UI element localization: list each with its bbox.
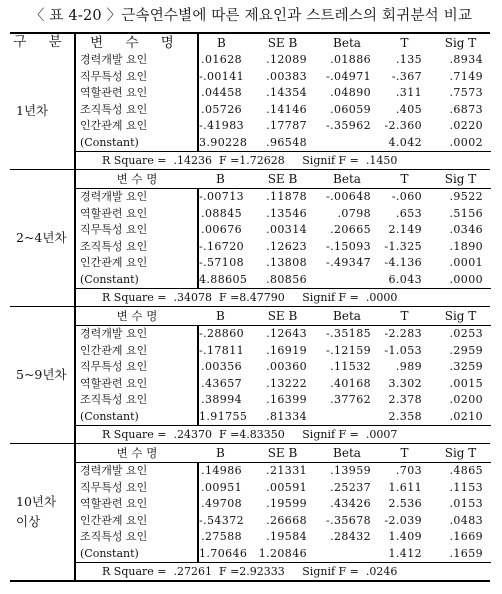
t-cell: .989: [395, 360, 422, 373]
b-cell: .38994: [201, 393, 242, 406]
se-cell: .12089: [266, 53, 307, 66]
variable-cell: (Constant): [76, 135, 198, 152]
b-cell: -.28860: [199, 327, 245, 340]
table-row: [76, 206, 491, 223]
variable-cell: 경력개발 요인: [76, 189, 198, 206]
sig-t-column-header: Sig T: [444, 36, 477, 50]
model-summary-row: [76, 152, 491, 170]
group-block: [10, 307, 490, 444]
beta-cell: .04890: [330, 86, 371, 99]
t-cell: 2.536: [388, 497, 422, 510]
model-summary-text: R Square = .34078 F =8.47790 Signif F = .0000: [76, 289, 491, 307]
group-subtable: [76, 444, 491, 580]
beta-cell: [315, 272, 379, 289]
b-subheader: B: [198, 170, 250, 189]
subheader-row: [76, 444, 491, 463]
se-b-subheader: SE B: [250, 444, 315, 463]
t-cell: 6.043: [388, 272, 422, 286]
sig-cell: .2959: [449, 343, 483, 357]
se-cell: .00591: [266, 480, 307, 494]
group-label-text: 10년차 이상: [16, 494, 57, 529]
variable-cell: 직무특성 요인: [76, 359, 198, 376]
se-cell: .14146: [266, 102, 307, 116]
variable-cell: 직무특성 요인: [76, 222, 198, 239]
table-row: [76, 118, 491, 135]
table-row: [76, 343, 491, 360]
table-row: [76, 326, 491, 343]
variable-cell: (Constant): [76, 409, 198, 426]
table-row: [76, 463, 491, 480]
variable-cell: 조직특성 요인: [76, 239, 198, 256]
variable-subheader: 변 수 명: [76, 307, 198, 326]
model-summary-row: [76, 289, 491, 307]
group-label: [10, 444, 75, 582]
se-cell: .13808: [266, 256, 307, 269]
table-row: [76, 222, 491, 239]
subheader-row: [76, 307, 491, 326]
table-row: [76, 69, 491, 86]
variable-cell: 경력개발 요인: [76, 326, 198, 343]
b-cell: -.00141: [199, 69, 245, 83]
model-summary-text: R Square = .27261 F =2.92333 Signif F = .0246: [76, 563, 491, 581]
t-column-header: T: [400, 36, 409, 50]
beta-cell: .20665: [330, 223, 371, 236]
model-summary-row: [76, 426, 491, 444]
table-row: [76, 359, 491, 376]
se-cell: .13222: [266, 376, 307, 390]
se-cell: .80856: [266, 272, 307, 286]
variable-cell: 인간관계 요인: [76, 118, 198, 135]
b-cell: 4.88605: [199, 272, 248, 286]
variable-cell: 인간관계 요인: [76, 513, 198, 530]
b-cell: .00951: [201, 480, 242, 494]
table-row: [76, 513, 491, 530]
regression-table: [10, 32, 490, 582]
b-cell: .08845: [201, 206, 242, 220]
b-cell: .00676: [201, 223, 242, 236]
sig-cell: .9522: [449, 190, 483, 203]
b-cell: .49708: [201, 497, 242, 510]
group-subtable: [76, 52, 491, 169]
variable-cell: 조직특성 요인: [76, 102, 198, 119]
beta-cell: -.35185: [325, 327, 371, 340]
table-row: [76, 189, 491, 206]
se-cell: .26668: [266, 513, 307, 527]
se-cell: .00360: [266, 360, 307, 373]
sig-cell: .7149: [449, 69, 483, 83]
t-cell: -2.039: [384, 513, 422, 527]
t-cell: 1.611: [388, 480, 422, 494]
t-cell: -4.136: [384, 256, 422, 269]
sig-cell: .1890: [449, 239, 483, 253]
se-b-subheader: SE B: [250, 307, 315, 326]
group-block: [10, 170, 490, 307]
variable-cell: 역할관련 요인: [76, 206, 198, 223]
table-row: [76, 496, 491, 513]
b-column-header: B: [217, 36, 226, 50]
b-cell: .04458: [201, 86, 242, 99]
t-cell: .703: [395, 464, 422, 477]
b-cell: -.54372: [199, 513, 245, 527]
table-row: [76, 392, 491, 409]
sig-cell: .4865: [449, 464, 483, 477]
beta-cell: .06059: [330, 102, 371, 116]
sig-t-subheader: Sig T: [430, 444, 491, 463]
beta-cell: -.15093: [325, 239, 371, 253]
sig-cell: .0200: [449, 393, 483, 406]
beta-cell: -.12159: [325, 343, 371, 357]
model-summary-text: R Square = .14236 F =1.72628 Signif F = .1450: [76, 152, 491, 170]
sig-cell: .0346: [449, 223, 483, 236]
table-caption: 〈 표 4-20 〉근속연수별에 따른 제요인과 스트레스의 회귀분석 비교: [29, 8, 473, 24]
beta-column-header: Beta: [333, 36, 361, 50]
beta-cell: .37762: [330, 393, 371, 406]
t-subheader: T: [379, 444, 430, 463]
beta-cell: .25237: [330, 480, 371, 494]
t-cell: -2.283: [384, 327, 422, 340]
se-cell: .12643: [266, 327, 307, 340]
table-row: [76, 135, 491, 152]
beta-subheader: Beta: [315, 170, 379, 189]
table-row: [76, 52, 491, 69]
t-subheader: T: [379, 170, 430, 189]
sig-cell: .6873: [449, 102, 483, 116]
beta-cell: .11532: [330, 360, 371, 373]
t-cell: 4.042: [388, 135, 422, 149]
table-row: [76, 255, 491, 272]
beta-cell: .13959: [330, 464, 371, 477]
b-cell: -.57108: [199, 256, 245, 269]
table-row: [76, 480, 491, 497]
b-cell: .14986: [201, 464, 242, 477]
model-summary-text: R Square = .24370 F =4.83350 Signif F = .0007: [76, 426, 491, 444]
variable-cell: 직무특성 요인: [76, 69, 198, 86]
se-cell: .12623: [266, 239, 307, 253]
variable-subheader: 변 수 명: [76, 170, 198, 189]
sig-cell: .0001: [449, 256, 483, 269]
b-cell: .43657: [201, 376, 242, 390]
se-cell: .13546: [266, 206, 307, 220]
table-row: [76, 529, 491, 546]
t-cell: .405: [395, 102, 422, 116]
sig-cell: .8934: [449, 53, 483, 66]
b-cell: 3.90228: [199, 135, 248, 149]
beta-cell: .28432: [330, 530, 371, 543]
variable-cell: (Constant): [76, 272, 198, 289]
t-cell: -.060: [391, 190, 422, 203]
variable-cell: 역할관련 요인: [76, 376, 198, 393]
t-cell: 2.149: [388, 223, 422, 236]
t-cell: 1.409: [388, 530, 422, 543]
table-row: [76, 239, 491, 256]
sig-cell: .0153: [449, 497, 483, 510]
model-summary-row: [76, 563, 491, 581]
beta-cell: .43426: [330, 497, 371, 510]
t-cell: -.367: [391, 69, 422, 83]
beta-cell: -.49347: [325, 256, 371, 269]
se-cell: .21331: [266, 464, 307, 477]
t-cell: -1.325: [384, 239, 422, 253]
variable-cell: 역할관련 요인: [76, 85, 198, 102]
subtable-header: [76, 34, 491, 52]
se-b-column-header: SE B: [267, 36, 298, 50]
t-cell: -1.053: [384, 343, 422, 357]
sig-cell: .0253: [449, 327, 483, 340]
b-cell: -.17811: [199, 343, 245, 357]
se-cell: .00383: [266, 69, 307, 83]
column-header-row: [10, 33, 490, 52]
beta-cell: .01886: [330, 53, 371, 66]
t-cell: .653: [395, 206, 422, 220]
group-label-text: 5~9년차: [16, 367, 67, 382]
sig-cell: .0210: [449, 409, 483, 423]
b-cell: -.41983: [199, 119, 245, 132]
b-cell: .00356: [201, 360, 242, 373]
beta-cell: [315, 409, 379, 426]
b-subheader: B: [198, 444, 250, 463]
se-cell: .11878: [266, 190, 307, 203]
sig-cell: .5156: [449, 206, 483, 220]
se-cell: .14354: [266, 86, 307, 99]
variable-cell: 조직특성 요인: [76, 392, 198, 409]
variable-cell: 조직특성 요인: [76, 529, 198, 546]
group-label-text: 1년차: [16, 102, 49, 118]
beta-cell: -.35962: [325, 119, 371, 132]
se-cell: 1.20846: [258, 546, 307, 560]
beta-cell: .40168: [330, 376, 371, 390]
se-b-subheader: SE B: [250, 170, 315, 189]
b-cell: 1.70646: [199, 546, 248, 560]
group-label: [10, 52, 75, 170]
table-row: [76, 546, 491, 563]
t-cell: .135: [395, 53, 422, 66]
t-cell: .311: [395, 86, 422, 99]
b-cell: .05726: [201, 102, 242, 116]
table-row: [76, 272, 491, 289]
b-cell: 1.91755: [199, 409, 248, 423]
variable-cell: 인간관계 요인: [76, 343, 198, 360]
t-cell: 2.358: [388, 409, 422, 423]
sig-cell: .0220: [449, 119, 483, 132]
sig-t-subheader: Sig T: [430, 307, 491, 326]
b-cell: .01628: [201, 53, 242, 66]
group-label: [10, 170, 75, 307]
se-cell: .16919: [266, 343, 307, 357]
se-cell: .17787: [266, 119, 307, 132]
t-subheader: T: [379, 307, 430, 326]
se-cell: .96548: [266, 135, 307, 149]
se-cell: .81334: [266, 409, 307, 423]
group-column-header: 구 분: [10, 33, 75, 52]
variable-cell: 경력개발 요인: [76, 52, 198, 69]
group-subtable: [76, 170, 491, 306]
sig-cell: .1153: [449, 480, 483, 494]
t-cell: 1.412: [388, 546, 422, 560]
sig-t-subheader: Sig T: [430, 170, 491, 189]
variable-cell: (Constant): [76, 546, 198, 563]
t-cell: 2.378: [388, 393, 422, 406]
beta-cell: [315, 135, 379, 152]
t-cell: 3.302: [388, 376, 422, 390]
beta-cell: .0798: [337, 206, 371, 220]
sig-cell: .7573: [449, 86, 483, 99]
beta-cell: [315, 546, 379, 563]
group-label: [10, 307, 75, 444]
t-cell: -2.360: [384, 119, 422, 132]
b-cell: -.16720: [199, 239, 245, 253]
sig-cell: .0002: [449, 135, 483, 149]
se-cell: .19599: [266, 497, 307, 510]
beta-subheader: Beta: [315, 307, 379, 326]
group-subtable: [76, 307, 491, 443]
b-subheader: B: [198, 307, 250, 326]
se-cell: .16399: [266, 393, 307, 406]
se-cell: .19584: [266, 530, 307, 543]
beta-cell: -.00648: [325, 190, 371, 203]
sig-cell: .1659: [449, 546, 483, 560]
variable-cell: 경력개발 요인: [76, 463, 198, 480]
table-row: [76, 85, 491, 102]
group-block: [10, 444, 490, 582]
variable-column-header: 변 수 명: [76, 34, 198, 52]
subheader-row: [76, 170, 491, 189]
sig-cell: .0000: [449, 272, 483, 286]
variable-cell: 직무특성 요인: [76, 480, 198, 497]
table-row: [76, 376, 491, 393]
beta-subheader: Beta: [315, 444, 379, 463]
b-cell: .27588: [201, 530, 242, 543]
sig-cell: .0483: [449, 513, 483, 527]
b-cell: -.00713: [199, 190, 245, 203]
variable-subheader: 변 수 명: [76, 444, 198, 463]
sig-cell: .0015: [449, 376, 483, 390]
group-label-text: 2~4년차: [16, 230, 67, 245]
sig-cell: .1669: [449, 530, 483, 543]
table-row: [76, 409, 491, 426]
beta-cell: -.04971: [325, 69, 371, 83]
se-cell: .00314: [266, 223, 307, 236]
table-row: [76, 102, 491, 119]
variable-cell: 역할관련 요인: [76, 496, 198, 513]
beta-cell: -.35678: [325, 513, 371, 527]
sig-cell: .3259: [449, 360, 483, 373]
group-block: [10, 52, 490, 170]
variable-cell: 인간관계 요인: [76, 255, 198, 272]
